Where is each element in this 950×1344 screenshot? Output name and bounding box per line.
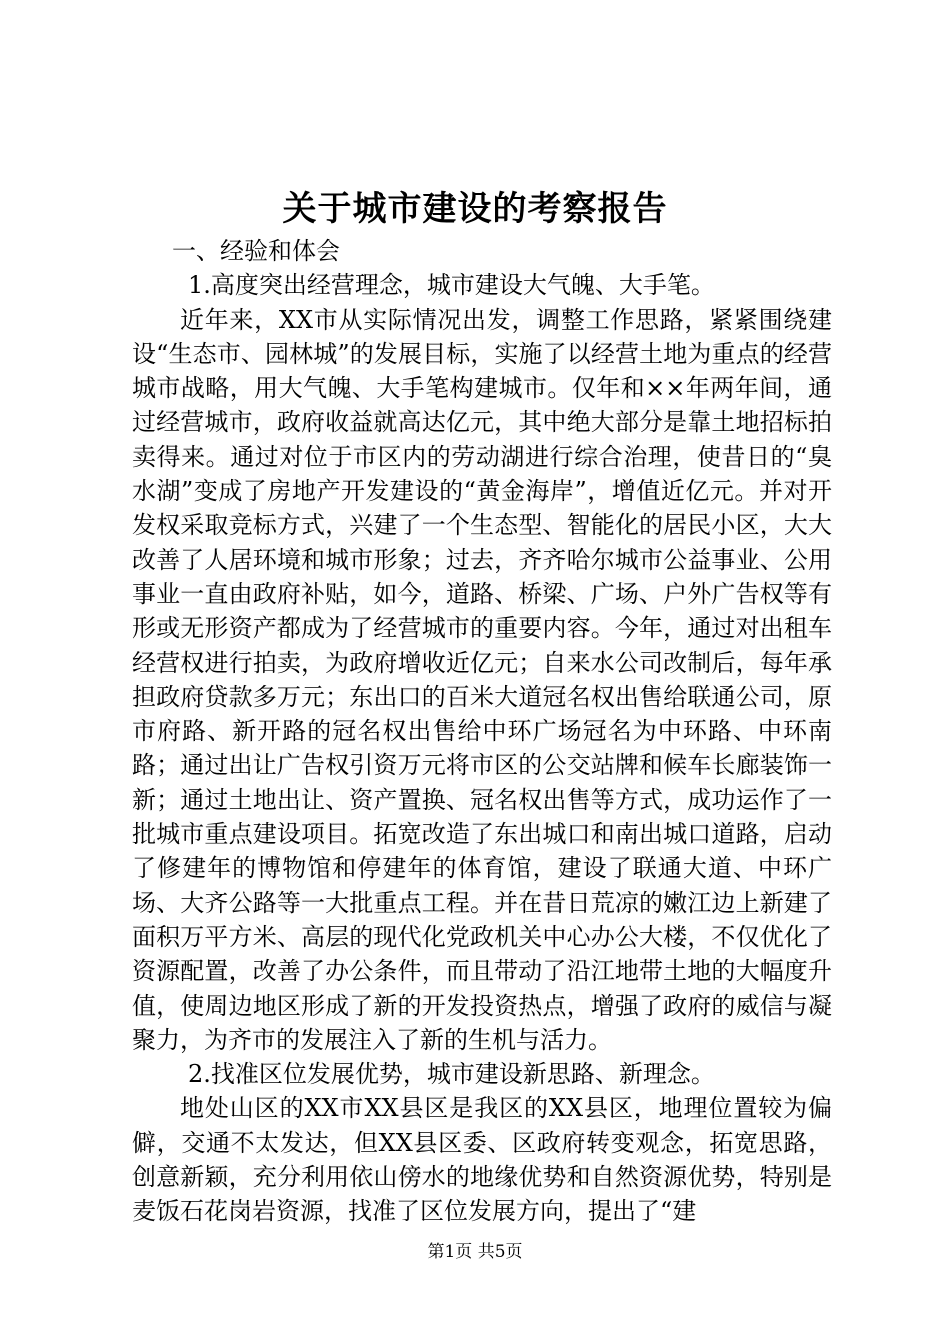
paragraph-1: 近年来，XX市从实际情况出发，调整工作思路，紧紧围绕建设“生态市、园林城”的发展目标，实施了以经营土地为重点的经营城市战略，用大气魄、大手笔构建城市。仅年和××年两年间，通过经营城市，政府收益就高达亿元，其中绝大部分是靠土地招标拍卖得来。通过对位于市区内的劳动湖进行综合治理，使昔日的“臭水湖”变成了房地产开发建设的“黄金海岸”，增值近亿元。并对开发权采取竞标方式，兴建了一个生态型、智能化的居民小区，大大改善了人居环境和城市形象；过去，齐齐哈尔城市公益事业、公用事业一直由政府补贴，如今，道路、桥梁、广场、户外广告权等有形或无形资产都成为了经营城市的重要内容。今年，通过对出租车经营权进行拍卖，为政府增收近亿元；自来水公司改制后，每年承担政府贷款多万元；东出口的百米大道冠名权出售给联通公司，原市府路、新开路的冠名权出售给中环广场冠名为中环路、中环南路；通过出让广告权引资万元将市区的公交站牌和候车长廊装饰一新；通过土地出让、资产置换、冠名权出售等方式，成功运作了一批城市重点建设项目。拓宽改造了东出城口和南出城口道路，启动了修建年的博物馆和停建年的体育馆，建设了联通大道、中环广场、大齐公路等一大批重点工程。并在昔日荒凉的嫩江边上新建了面积万平方米、高层的现代化党政机关中心办公大楼，不仅优化了资源配置，改善了办公条件，而且带动了沿江地带土地的大幅度升值，使周边地区形成了新的开发投资热点，增强了政府的威信与凝聚力，为齐市的发展注入了新的生机与活力。	[132, 305, 832, 1054]
paragraph-2: 地处山区的XX市XX县区是我区的XX县区，地理位置较为偏僻，交通不太发达，但XX县区委、区政府转变观念，拓宽思路，创意新颖，充分利用依山傍水的地缘优势和自然资源优势，特别是麦饭石花岗岩资源，找准了区位发展方向，提出了“建	[132, 1094, 832, 1226]
document-body	[132, 234, 832, 1229]
subheading-1: 1.高度突出经营理念，城市建设大气魄、大手笔。	[188, 271, 715, 300]
section-heading: 一、经验和体会	[172, 237, 340, 265]
page-number: 第1页 共5页	[427, 1242, 523, 1262]
document-title: 关于城市建设的考察报告	[282, 189, 668, 229]
subheading-2: 2.找准区位发展优势，城市建设新思路、新理念。	[188, 1060, 715, 1089]
